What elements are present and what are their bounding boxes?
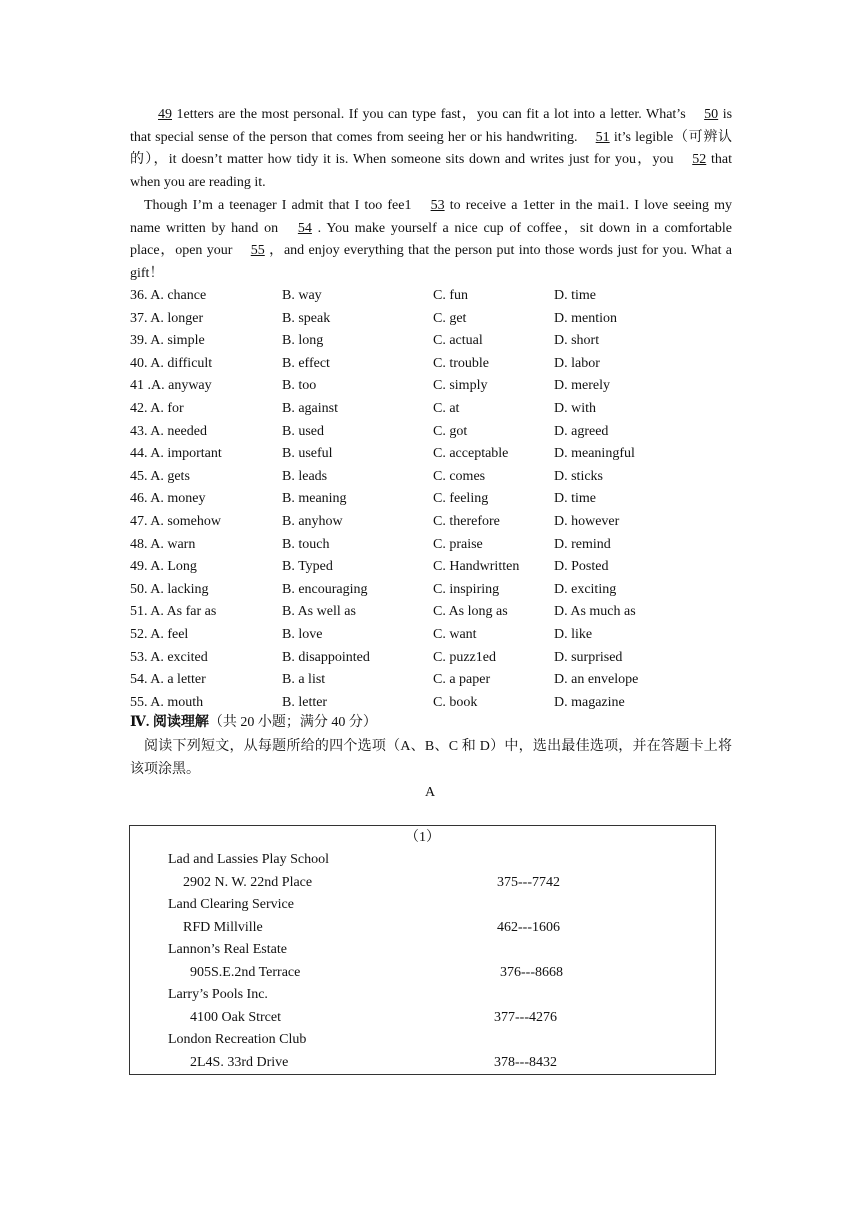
option-choice-b: B. speak: [282, 310, 331, 326]
option-choice-a: 37. A. longer: [130, 310, 204, 326]
option-choice-d: D. meaningful: [554, 446, 635, 462]
passage-text: 1etters are the most personal. If you can type fast，you can fit a lot into a letter. What’s: [176, 107, 686, 122]
option-choice-b: B. against: [282, 400, 338, 416]
option-choice-d: D. exciting: [554, 581, 617, 597]
option-row: [130, 421, 732, 444]
option-choice-d: D. with: [554, 400, 596, 416]
passage-text: Though I’m a teenager I admit that I too fee1: [144, 198, 412, 213]
option-row: [130, 601, 732, 624]
option-choice-a: 48. A. warn: [130, 536, 196, 552]
option-choice-c: C. feeling: [433, 491, 489, 507]
option-choice-c: C. praise: [433, 536, 483, 552]
option-choice-d: D. remind: [554, 536, 611, 552]
directory-phone: 462---1606: [497, 920, 560, 935]
option-choice-b: B. used: [282, 423, 324, 439]
directory-address: 905S.E.2nd Terrace: [190, 965, 301, 980]
option-choice-b: B. anyhow: [282, 513, 343, 529]
option-choice-b: B. too: [282, 378, 317, 394]
directory-title: （1）: [405, 830, 440, 845]
passage-text: . You make yourself a nice cup of coffee，sit down in a comfortable place，open your: [130, 220, 733, 259]
option-row: [130, 692, 732, 715]
passage-text: it’s legible（可辨认的），it doesn’t matter how tidy it is. When someone sits down and writes just for you，you: [130, 129, 733, 168]
option-choice-d: D. like: [554, 626, 593, 642]
option-choice-b: B. effect: [282, 355, 330, 371]
option-choice-b: B. useful: [282, 446, 333, 462]
option-choice-c: C. book: [433, 694, 478, 710]
option-choice-d: D. sticks: [554, 468, 603, 484]
passage-paragraph-2: [130, 195, 732, 285]
option-choice-b: B. long: [282, 333, 324, 349]
option-choice-d: D. agreed: [554, 423, 609, 439]
option-row: [130, 398, 732, 421]
section-heading: [130, 712, 377, 734]
option-choice-b: B. love: [282, 626, 323, 642]
option-choice-a: 52. A. feel: [130, 626, 189, 642]
section-instruction: 阅读下列短文，从每题所给的四个选项（A、B、C 和 D）中，选出最佳选项，并在答题卡上将该项涂黑。: [130, 739, 732, 777]
option-choice-c: C. therefore: [433, 513, 500, 529]
option-row: [130, 579, 732, 602]
blank-49: 49: [158, 107, 172, 122]
option-choice-c: C. at: [433, 400, 460, 416]
option-row: [130, 353, 732, 376]
directory-name: Land Clearing Service: [168, 897, 294, 912]
directory-address: RFD Millville: [183, 920, 263, 935]
option-choice-a: 36. A. chance: [130, 288, 207, 303]
blank-51: 51: [595, 129, 610, 145]
option-row: [130, 285, 732, 308]
directory-phone: 376---8668: [500, 965, 563, 980]
answer-options: [130, 285, 732, 714]
option-choice-c: C. comes: [433, 468, 486, 484]
option-choice-a: 43. A. needed: [130, 423, 207, 439]
option-choice-a: 49. A. Long: [130, 559, 197, 575]
option-choice-d: D. Posted: [554, 559, 609, 575]
option-choice-b: B. disappointed: [282, 649, 370, 665]
passage-paragraph-1: [130, 104, 732, 194]
directory-box: [129, 825, 716, 1075]
option-choice-a: 39. A. simple: [130, 333, 205, 349]
option-choice-c: C. a paper: [433, 672, 491, 688]
option-choice-a: 51. A. As far as: [130, 604, 217, 620]
option-choice-c: C. get: [433, 310, 467, 326]
passage-text: ，and enjoy everything that the person put into those words just for you. What a gift！: [130, 243, 733, 281]
blank-52: 52: [692, 152, 707, 168]
option-row: [130, 330, 732, 353]
option-choice-c: C. As long as: [433, 604, 508, 620]
blank-53: 53: [430, 198, 445, 213]
option-choice-d: D. an envelope: [554, 672, 639, 688]
option-choice-c: C. acceptable: [433, 446, 509, 462]
option-choice-a: 46. A. money: [130, 491, 206, 507]
option-choice-a: 53. A. excited: [130, 649, 208, 665]
option-choice-d: D. labor: [554, 355, 600, 371]
option-choice-b: B. leads: [282, 468, 328, 484]
option-row: [130, 556, 732, 579]
section-note: （共 20 小题；满分 40 分）: [208, 715, 377, 730]
option-row: [130, 647, 732, 670]
blank-55: 55: [250, 243, 265, 259]
passage-text: is that special sense of the person that comes from seeing her or his handwriting.: [130, 107, 733, 145]
option-choice-a: 50. A. lacking: [130, 581, 209, 597]
option-choice-c: C. inspiring: [433, 581, 500, 597]
option-choice-c: C. got: [433, 423, 468, 439]
option-choice-c: C. fun: [433, 288, 468, 303]
option-row: [130, 443, 732, 466]
option-choice-d: D. short: [554, 333, 600, 349]
blank-54: 54: [297, 220, 312, 236]
option-row: [130, 488, 732, 511]
option-choice-a: 41 .A. anyway: [130, 378, 212, 394]
option-choice-c: C. puzz1ed: [433, 649, 496, 665]
section-title: Ⅳ. 阅读理解: [130, 715, 209, 730]
option-choice-c: C. want: [433, 626, 477, 642]
option-choice-d: D. time: [554, 288, 596, 303]
option-row: [130, 375, 732, 398]
option-choice-b: B. a list: [282, 672, 326, 688]
directory-address: 2902 N. W. 22nd Place: [183, 875, 313, 890]
directory-name: Larry’s Pools Inc.: [168, 987, 268, 1002]
option-choice-a: 54. A. a letter: [130, 672, 206, 688]
option-choice-b: B. As well as: [282, 604, 356, 620]
option-choice-b: B. encouraging: [282, 581, 368, 597]
directory-address: 2L4S. 33rd Drive: [190, 1055, 289, 1070]
option-row: [130, 308, 732, 331]
option-choice-c: C. Handwritten: [433, 559, 520, 575]
directory-phone: 378---8432: [494, 1055, 557, 1070]
option-choice-d: D. time: [554, 491, 596, 507]
directory-address: 4100 Oak Strcet: [190, 1010, 281, 1025]
option-row: [130, 534, 732, 557]
directory-phone: 377---4276: [494, 1010, 557, 1025]
option-choice-b: B. touch: [282, 536, 330, 552]
option-choice-a: 44. A. important: [130, 446, 222, 462]
option-choice-b: B. meaning: [282, 491, 347, 507]
option-row: [130, 511, 732, 534]
directory-name: Lad and Lassies Play School: [168, 852, 329, 867]
option-row: [130, 624, 732, 647]
option-choice-d: D. merely: [554, 378, 610, 394]
option-choice-d: D. mention: [554, 310, 617, 326]
option-choice-b: B. way: [282, 288, 322, 303]
option-choice-a: 55. A. mouth: [130, 694, 204, 710]
blank-50: 50: [704, 107, 719, 122]
directory-phone: 375---7742: [497, 875, 560, 890]
option-choice-a: 45. A. gets: [130, 468, 190, 484]
directory-name: London Recreation Club: [168, 1032, 307, 1047]
option-choice-a: 40. A. difficult: [130, 355, 213, 371]
option-row: [130, 669, 732, 692]
option-choice-d: D. As much as: [554, 604, 636, 620]
option-choice-d: D. surprised: [554, 649, 623, 665]
option-choice-b: B. Typed: [282, 559, 333, 575]
option-row: [130, 466, 732, 489]
option-choice-d: D. magazine: [554, 694, 625, 710]
passage-text: that when you are reading it.: [130, 152, 732, 190]
option-choice-c: C. trouble: [433, 355, 489, 371]
directory-name: Lannon’s Real Estate: [168, 942, 287, 957]
option-choice-d: D. however: [554, 513, 620, 529]
option-choice-a: 42. A. for: [130, 400, 184, 416]
passage-text: to receive a 1etter in the mai1. I love seeing my name written by hand on: [130, 198, 733, 236]
option-choice-c: C. actual: [433, 333, 483, 349]
option-choice-c: C. simply: [433, 378, 488, 394]
option-choice-b: B. letter: [282, 694, 328, 710]
part-label: A: [424, 785, 436, 800]
option-choice-a: 47. A. somehow: [130, 513, 221, 529]
